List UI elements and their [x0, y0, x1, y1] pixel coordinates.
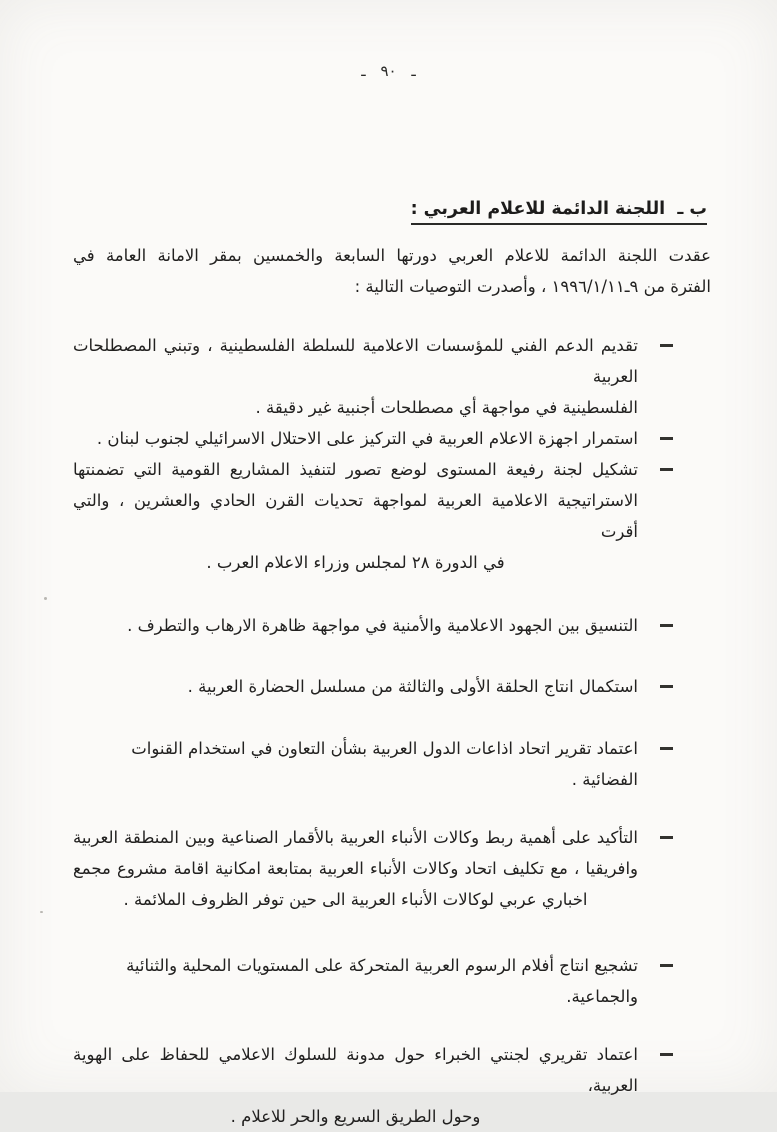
bullet-dash-icon: [660, 836, 673, 839]
recommendation-item: [73, 454, 638, 578]
bullet-dash-icon: [660, 468, 673, 471]
bullet-dash-icon: [660, 747, 673, 750]
recommendation-line: وحول الطريق السريع والحر للاعلام .: [230, 1107, 481, 1126]
recommendation-line: اعتماد تقريري لجنتي الخبراء حول مدونة للسلوك الاعلامي للحفاظ على الهوية العربية،: [73, 1045, 638, 1095]
recommendation-line: تقديم الدعم الفني للمؤسسات الاعلامية للسلطة الفلسطينية ، وتبني المصطلحات العربية: [73, 336, 638, 386]
recommendation-line: استمرار اجهزة الاعلام العربية في التركيز على الاحتلال الاسرائيلي لجنوب لبنان .: [96, 429, 638, 448]
recommendation-item: [73, 671, 638, 702]
scan-speck: [44, 597, 47, 600]
bullet-dash-icon: [660, 437, 673, 440]
intro-paragraph: [73, 240, 711, 302]
section-heading: ب ـ اللجنة الدائمة للاعلام العربي :: [411, 199, 707, 225]
page-number: ـ ٩٠ ـ: [361, 62, 416, 80]
recommendation-item: [73, 423, 638, 454]
recommendation-line: استكمال انتاج الحلقة الأولى والثالثة من مسلسل الحضارة العربية .: [187, 677, 638, 696]
bullet-dash-icon: [660, 624, 673, 627]
recommendation-item: [73, 610, 638, 641]
recommendation-line: التأكيد على أهمية ربط وكالات الأنباء العربية بالأقمار الصناعية وبين المنطقة العربية: [73, 828, 638, 847]
bullet-dash-icon: [660, 685, 673, 688]
recommendation-line: الاستراتيجية الاعلامية العربية لمواجهة تحديات القرن الحادي والعشرين ، والتي أقرت: [73, 491, 638, 541]
recommendation-line: تشكيل لجنة رفيعة المستوى لوضع تصور لتنفيذ المشاريع القومية التي تضمنتها: [73, 460, 638, 479]
scan-speck: [40, 911, 43, 913]
recommendation-line: في الدورة ٢٨ لمجلس وزراء الاعلام العرب .: [206, 553, 505, 572]
recommendation-line: الفلسطينية في مواجهة أي مصطلحات أجنبية غير دقيقة .: [255, 398, 638, 417]
recommendation-item: [73, 822, 638, 915]
intro-line: عقدت اللجنة الدائمة للاعلام العربي دورتها السابعة والخمسين بمقر الامانة العامة في: [73, 246, 711, 265]
bullet-dash-icon: [660, 344, 673, 347]
recommendations-list: [73, 330, 638, 1132]
recommendation-line: اعتماد تقرير اتحاد اذاعات الدول العربية بشأن التعاون في استخدام القنوات الفضائية .: [131, 739, 638, 789]
recommendation-item: [73, 950, 638, 1012]
recommendation-item: [73, 330, 638, 423]
recommendation-line: التنسيق بين الجهود الاعلامية والأمنية في مواجهة ظاهرة الارهاب والتطرف .: [127, 616, 638, 635]
recommendation-item: [73, 1039, 638, 1132]
bullet-dash-icon: [660, 1053, 673, 1056]
bullet-dash-icon: [660, 964, 673, 967]
recommendation-line: تشجيع انتاج أفلام الرسوم العربية المتحركة على المستويات المحلية والثنائية والجماعية.: [126, 956, 638, 1006]
intro-line: الفترة من ٩ـ١٩٩٦/١/١١ ، وأصدرت التوصيات التالية :: [354, 277, 711, 296]
recommendation-item: [73, 733, 638, 795]
recommendation-line: وافريقيا ، مع تكليف اتحاد وكالات الأنباء العربية بمتابعة امكانية اقامة مشروع مجمع: [73, 859, 638, 878]
recommendation-line: اخباري عربي لوكالات الأنباء العربية الى حين توفر الظروف الملائمة .: [123, 890, 588, 909]
